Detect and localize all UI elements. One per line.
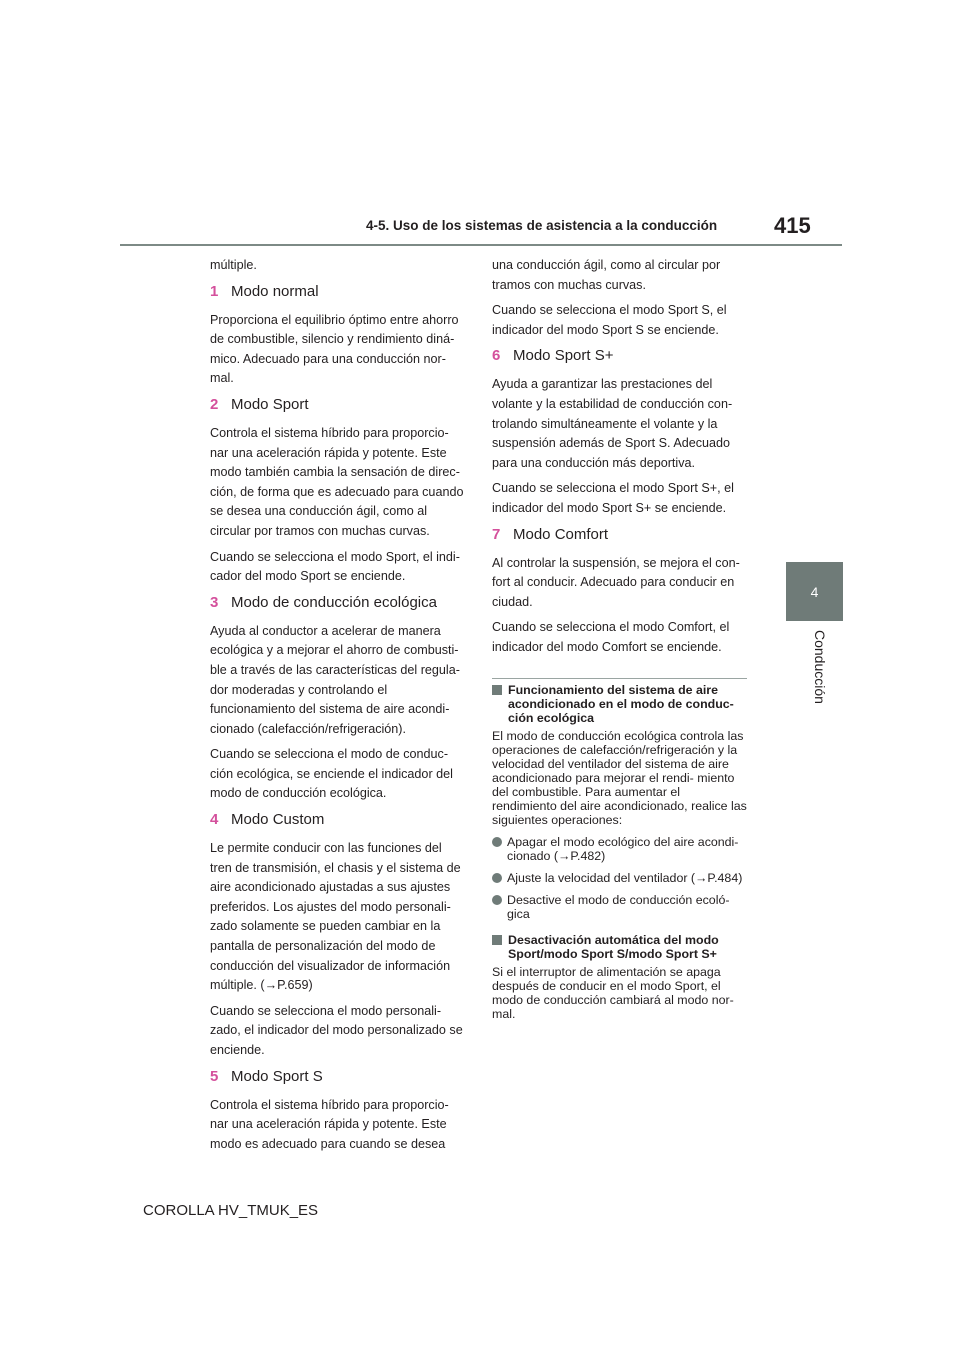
mode-title: Modo Sport [231, 395, 309, 413]
mode-number: 6 [492, 347, 501, 365]
mode-title: Modo de conducción ecológica [231, 593, 437, 611]
mode-number: 1 [210, 282, 219, 300]
list-item-text: Desactive el modo de conducción ecoló- gica [507, 892, 730, 921]
section-title: 4-5. Uso de los sistemas de asistencia a la conducción [366, 218, 718, 233]
note-heading-text: Desactivación automática del modo Sport/modo Sport S/modo Sport S+ [508, 932, 719, 961]
page-number: 415 [774, 213, 811, 238]
mode-number: 2 [210, 395, 219, 413]
chapter-number: 4 [810, 583, 819, 600]
mode-number: 3 [210, 593, 219, 611]
note-heading-text: Funcionamiento del sistema de aire acondicionado en el modo de conduc- ción ecológica [508, 682, 734, 725]
paragraph: Le permite conducir con las funciones del tren de transmisión, el chasis y el sistema de aire acondicionado ajustadas a sus ajustes preferidos. Los ajustes del modo personali- zado solamente se pueden cambiar en la pantalla de personalización del modo de conducción del visualizador de información múltiple. (→P.659) [210, 841, 461, 993]
paragraph: Ayuda a garantizar las prestaciones del volante y la estabilidad de conducción con- trolando simultáneamente el volante y la suspensión además de Sport S. Adecuado para una conducción más deportiva. [492, 377, 733, 470]
round-bullet-icon [492, 895, 502, 905]
section-divider [492, 678, 747, 679]
square-bullet-icon [492, 935, 502, 945]
mode-heading [492, 525, 747, 545]
mode-heading [210, 282, 465, 302]
mode-heading [210, 810, 465, 830]
list-item [492, 835, 747, 863]
mode-number: 4 [210, 811, 219, 829]
mode-heading [210, 593, 465, 613]
paragraph: Proporciona el equilibrio óptimo entre ahorro de combustible, silencio y rendimiento diná- mico. Adecuado para una conducción nor- mal. [210, 312, 459, 386]
chapter-label: Conducción [812, 630, 828, 704]
paragraph: Cuando se selecciona el modo personali- zado, el indicador del modo personalizado se enciende. [210, 1003, 463, 1057]
list-item [492, 893, 747, 921]
paragraph: Al controlar la suspensión, se mejora el con- fort al conducir. Adecuado para conducir en ciudad. [492, 555, 740, 609]
paragraph: Controla el sistema híbrido para proporcio- nar una aceleración rápida y potente. Este modo es adecuado para cuando se desea [210, 1097, 449, 1151]
mode-heading [210, 395, 465, 415]
paragraph: una conducción ágil, como al circular por tramos con muchas curvas. [492, 258, 721, 292]
continued-text: múltiple. [210, 258, 257, 272]
chapter-label-container [780, 630, 850, 710]
list-item-text: Apagar el modo ecológico del aire acondi- cionado (→P.482) [507, 834, 739, 863]
paragraph: Cuando se selecciona el modo Sport, el indi- cador del modo Sport se enciende. [210, 549, 460, 584]
mode-number: 7 [492, 525, 501, 543]
mode-title: Modo Custom [231, 811, 325, 829]
mode-number: 5 [210, 1067, 219, 1085]
left-column [210, 256, 465, 1160]
right-column [492, 256, 747, 1029]
mode-heading [492, 346, 747, 366]
note-heading [492, 933, 747, 961]
mode-title: Modo Sport S [231, 1067, 323, 1085]
paragraph: Cuando se selecciona el modo Comfort, el indicador del modo Comfort se enciende. [492, 620, 730, 654]
paragraph: Cuando se selecciona el modo Sport S, el indicador del modo Sport S se enciende. [492, 303, 727, 337]
square-bullet-icon [492, 685, 502, 695]
mode-title: Modo Sport S+ [513, 347, 614, 365]
mode-heading [210, 1067, 465, 1087]
list-item-text: Ajuste la velocidad del ventilador (→P.484) [507, 870, 743, 885]
mode-title: Modo Comfort [513, 525, 609, 543]
round-bullet-icon [492, 837, 502, 847]
note-body: El modo de conducción ecológica controla las operaciones de calefacción/refrigeración y la velocidad del ventilador del sistema de aire acondicionado para mejorar el rendi- miento del combustible. Para aumentar el rendimiento del aire acondicionado, realice las siguientes operaciones: [492, 728, 747, 827]
model-code: COROLLA HV_TMUK_ES [143, 1202, 319, 1219]
round-bullet-icon [492, 873, 502, 883]
list-item [492, 871, 747, 885]
paragraph: Cuando se selecciona el modo Sport S+, el indicador del modo Sport S+ se enciende. [492, 481, 734, 515]
header-rule [120, 244, 842, 246]
paragraph: Ayuda al conductor a acelerar de manera ecológica y a mejorar el ahorro de combusti- ble a través de las características del regula- dor moderadas y controlando el funcionamiento del sistema de aire acondi- cionado (calefacción/refrigeración). [210, 623, 460, 736]
note-body: Si el interruptor de alimentación se apaga después de conducir en el modo Sport, el modo de conducción cambiará al modo nor- mal. [492, 964, 734, 1021]
chapter-tab[interactable] [786, 562, 843, 621]
note-heading [492, 683, 747, 725]
paragraph: Controla el sistema híbrido para proporcio- nar una aceleración rápida y potente. Este modo también cambia la sensación de direc- ción, de forma que es adecuado para cuando se desea una conducción ágil, como al circular por tramos con muchas curvas. [210, 425, 464, 538]
mode-title: Modo normal [231, 282, 319, 300]
paragraph: Cuando se selecciona el modo de conduc- ción ecológica, se enciende el indicador del modo de conducción ecológica. [210, 747, 453, 801]
